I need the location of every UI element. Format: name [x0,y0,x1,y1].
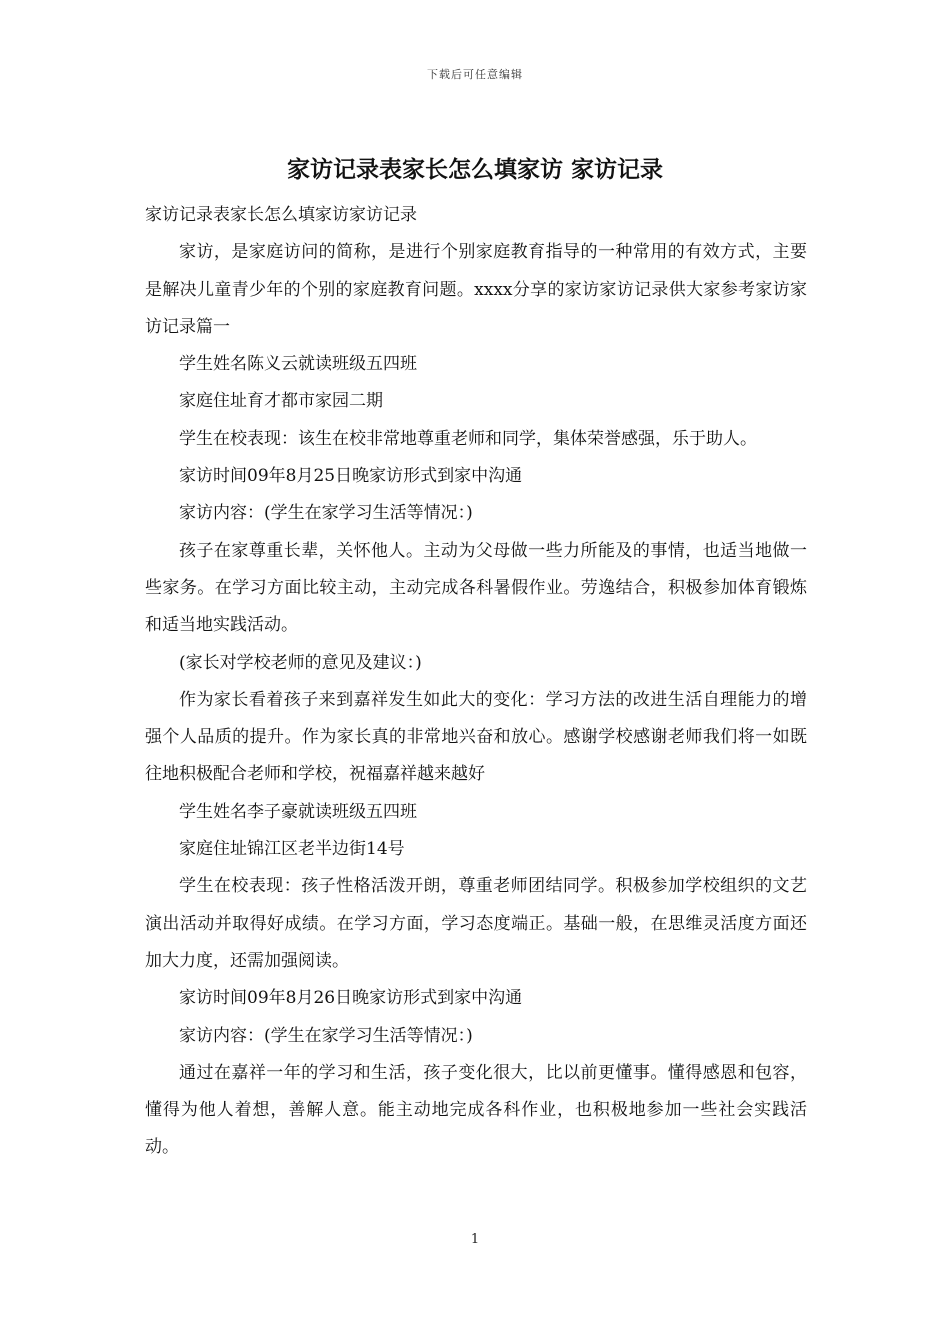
paragraph: 家庭住址育才都市家园二期 [179,391,383,412]
paragraph: 家访时间09年8月26日晚家访形式到家中沟通 [179,988,523,1009]
page-header-note: 下载后可任意编辑 [427,68,523,81]
paragraph: 作为家长看着孩子来到嘉祥发生如此大的变化：学习方法的改进生活自理能力的增强个人品质的提升。作为家长真的非常地兴奋和放心。感谢学校感谢老师我们将一如既往地积极配合老师和学校，祝福嘉祥越来越好 [145,689,807,785]
paragraph: 学生在校表现：孩子性格活泼开朗，尊重老师团结同学。积极参加学校组织的文艺演出活动并取得好成绩。在学习方面，学习态度端正。基础一般，在思维灵活度方面还加大力度，还需加强阅读。 [145,876,807,971]
paragraph: 家访内容：(学生在家学习生活等情况：) [179,503,473,524]
page-number: 1 [470,1232,480,1247]
paragraph: 家庭住址锦江区老半边街14号 [179,839,405,860]
document-title: 家访记录表家长怎么填家访 家访记录 [286,156,663,183]
paragraph: 学生姓名陈义云就读班级五四班 [179,354,417,375]
paragraph: 孩子在家尊重长辈，关怀他人。主动为父母做一些力所能及的事情，也适当地做一些家务。在学习方面比较主动，主动完成各科暑假作业。劳逸结合，积极参加体育锻炼和适当地实践活动。 [145,540,807,636]
paragraph: 家访记录表家长怎么填家访家访记录 [145,205,417,225]
paragraph: 学生在校表现：该生在校非常地尊重老师和同学，集体荣誉感强，乐于助人。 [179,428,757,449]
paragraph: 学生姓名李子豪就读班级五四班 [179,801,417,822]
paragraph: 家访时间09年8月25日晚家访形式到家中沟通 [179,466,523,487]
document-body [145,197,807,1167]
paragraph: 家访，是家庭访问的简称，是进行个别家庭教育指导的一种常用的有效方式，主要是解决儿童青少年的个别的家庭教育问题。xxxx分享的家访家访记录供大家参考家访家访记录篇一 [145,242,807,337]
paragraph: 通过在嘉祥一年的学习和生活，孩子变化很大，比以前更懂事。懂得感恩和包容，懂得为他人着想，善解人意。能主动地完成各科作业，也积极地参加一些社会实践活动。 [145,1062,807,1158]
paragraph: (家长对学校老师的意见及建议：) [179,652,422,673]
paragraph: 家访内容：(学生在家学习生活等情况：) [179,1025,473,1046]
